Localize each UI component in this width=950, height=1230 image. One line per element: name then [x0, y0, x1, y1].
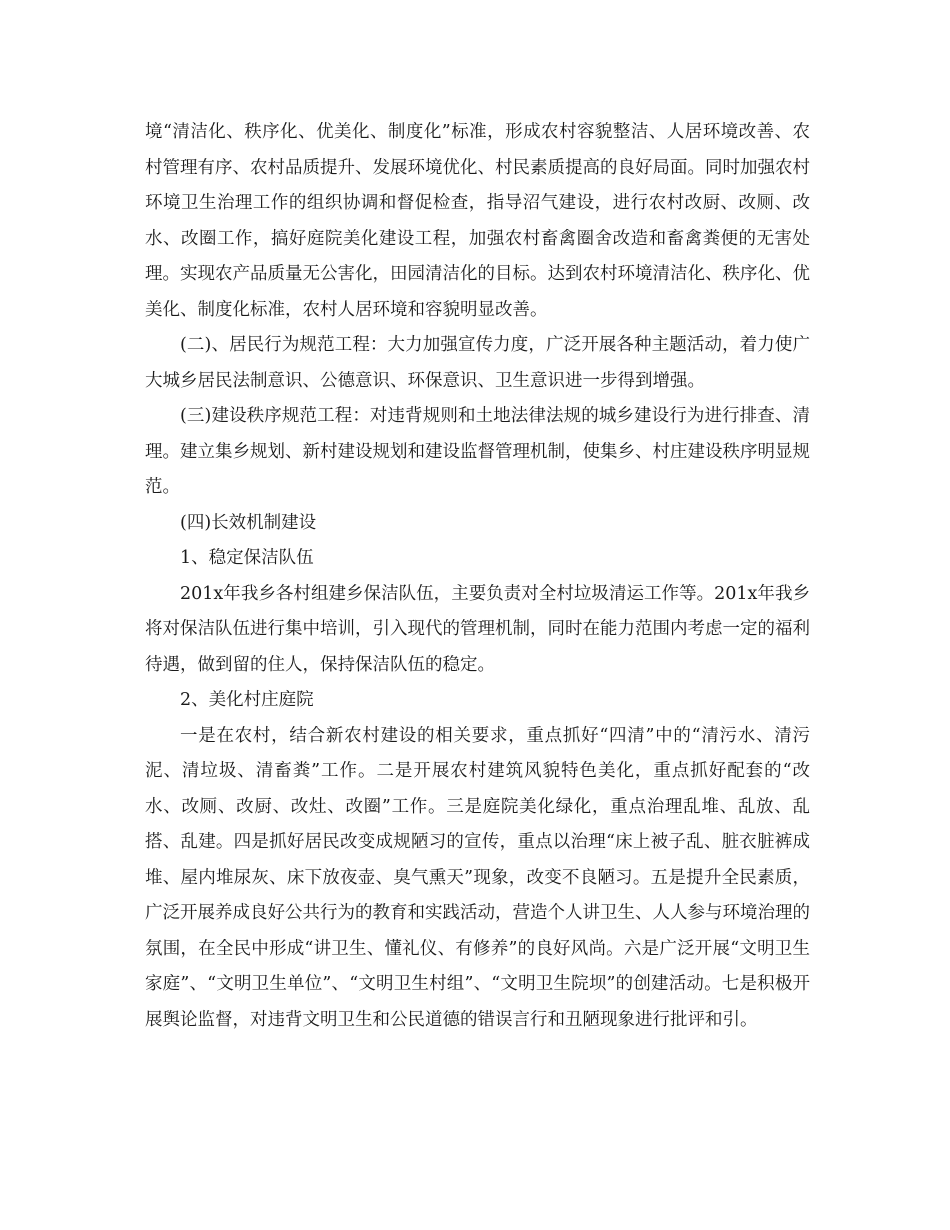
- paragraph-cleaning-team: 201x年我乡各村组建乡保洁队伍，主要负责对全村垃圾清运工作等。201x年我乡将对保洁队伍进行集中培训，引入现代的管理机制，同时在能力范围内考虑一定的福利待遇，做到留的住人，保持保洁队伍的稳定。: [145, 583, 810, 675]
- document-body: [145, 115, 810, 1038]
- section-heading-long-term-mechanism: (四)长效机制建设: [180, 512, 317, 533]
- subheading-cleaning-team: 1、稳定保洁队伍: [180, 548, 314, 568]
- subheading-village-beautify: 2、美化村庄庭院: [180, 690, 314, 710]
- paragraph-continuation: 境“清洁化、秩序化、优美化、制度化”标准，形成农村容貌整洁、人居环境改善、农村管理有序、农村品质提升、发展环境优化、村民素质提高的良好局面。同时加强农村环境卫生治理工作的组织协调和督促检查，指导沼气建设，进行农村改厨、改厕、改水、改圈工作，搞好庭院美化建设工程，加强农村畜禽圈舍改造和畜禽粪便的无害处理。实现农产品质量无公害化，田园清洁化的目标。达到农村环境清洁化、秩序化、优美化、制度化标准，农村人居环境和容貌明显改善。: [145, 122, 810, 320]
- paragraph-construction-order: (三)建设秩序规范工程：对违背规则和土地法律法规的城乡建设行为进行排查、清理。建立集乡规划、新村建设规划和建设监督管理机制，使集乡、村庄建设秩序明显规范。: [145, 406, 810, 497]
- paragraph-village-beautify: 一是在农村，结合新农村建设的相关要求，重点抓好“四清”中的“清污水、清污泥、清垃圾、清畜粪”工作。二是开展农村建筑风貌特色美化，重点抓好配套的“改水、改厕、改厨、改灶、改圈”工作。三是庭院美化绿化，重点治理乱堆、乱放、乱搭、乱建。四是抓好居民改变成规陋习的宣传，重点以治理“床上被子乱、脏衣脏裤成堆、屋内堆尿灰、床下放夜壶、臭气熏天”现象，改变不良陋习。五是提升全民素质，广泛开展养成良好公共行为的教育和实践活动，营造个人讲卫生、人人参与环境治理的氛围，在全民中形成“讲卫生、懂礼仪、有修养”的良好风尚。六是广泛开展“文明卫生家庭”、“文明卫生单位”、“文明卫生村组”、“文明卫生院坝”的创建活动。七是积极开展舆论监督，对违背文明卫生和公民道德的错误言行和丑陋现象进行批评和引。: [145, 725, 810, 1030]
- paragraph-resident-behavior: (二)、居民行为规范工程：大力加强宣传力度，广泛开展各种主题活动，着力使广大城乡居民法制意识、公德意识、环保意识、卫生意识进一步得到增强。: [145, 335, 810, 391]
